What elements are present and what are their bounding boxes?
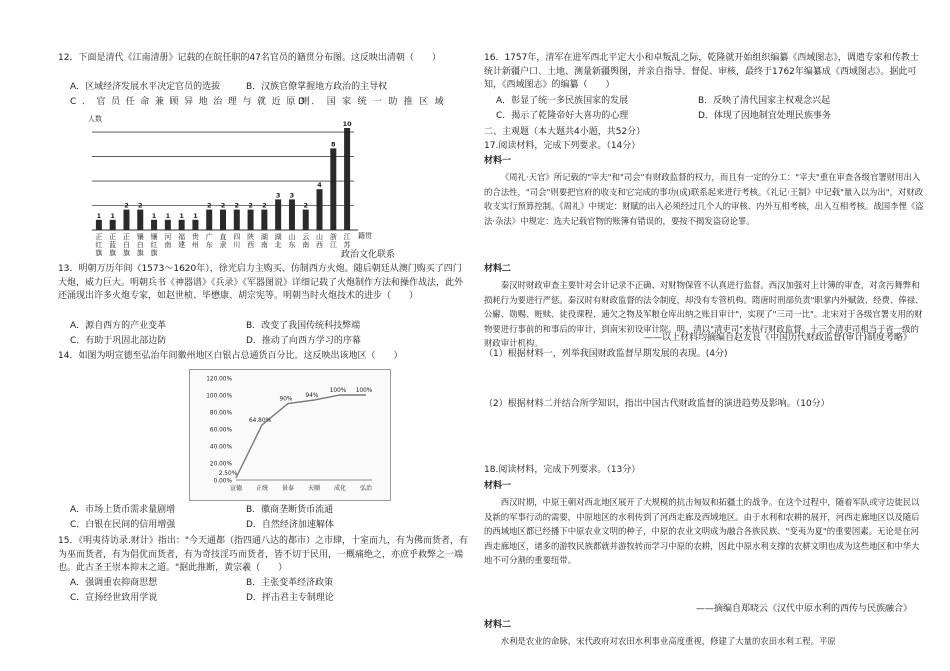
q14-option-c: C．白银在民间的信用增强 bbox=[70, 520, 176, 530]
q12-chart-bar bbox=[179, 220, 185, 230]
q12-chart-category-label: 直隶 bbox=[219, 233, 227, 249]
q12-chart-category-label: 河南 bbox=[164, 233, 172, 249]
q13-option-b: B．改变了我国传统科技弊端 bbox=[246, 321, 361, 331]
q14-chart-frame bbox=[189, 369, 391, 501]
q18-source: ——摘编自郑晓云《汉代中原水利的西传与民族融合》 bbox=[696, 604, 913, 614]
q14-chart-series-line bbox=[236, 395, 366, 478]
q13-stem: 13．明朝万历年间（1573～1620年），徐光启力主购买、仿制西方火炮。随后朝廷从澳门购买了四门大炮，威力巨大。明朝兵书《神器谱》《兵录》《军器图说》详细记载了火炮制作方法和操作战法，此外还涌现出许多火炮专家，如赵世桢、毕懋康、胡宗宪等。明朝当时火炮技术的进步（ ） bbox=[58, 264, 464, 301]
q12-chart-value-label: 2 bbox=[220, 201, 226, 210]
q15-option-a: A．强调重农抑商思想 bbox=[70, 578, 158, 588]
section2-heading: 二、主观题（本大题共4小题，共52分） bbox=[484, 127, 646, 137]
q18-stem: 18.阅读材料，完成下列要求。（13分） bbox=[484, 465, 641, 475]
q12-option-c: C．官员任命兼顾异地治理与就近原则 bbox=[70, 97, 316, 107]
q18-material1-text: 西汉时期，中原王朝对西北地区展开了大规模的抗击匈奴和拓疆土的战争。在这个过程中，随着军队或守边徙民以及新的军事行动的需要，中原地区的水利传到了河西走廊及西域地区。由于水利和农耕的展开，河西走廊地区以及随后的西域地区都已经播下中原农业文明的种子，中原的农业文明成为融合各族民族、"变夷为夏"的重要因素。无论是在河西走廊地区，诸多的游牧民族都就并游牧转而学习中原的农耕，因此中原水利支撑的农耕文明也成为这些地区和中华大地不可分割的重要纽带。 bbox=[484, 497, 920, 566]
q14-chart-category-label: 宣德 bbox=[229, 485, 243, 492]
q15-option-d: D．抨击君主专制理论 bbox=[246, 593, 334, 603]
q12-chart-bar bbox=[234, 210, 240, 230]
q17-material1-title: 材料一 bbox=[484, 156, 512, 166]
q12-chart-caption: 政治文化联系 bbox=[341, 250, 396, 260]
q12-chart-category-label: 云南 bbox=[302, 233, 310, 249]
q12-chart-value-label: 10 bbox=[342, 120, 352, 128]
q12-chart-category-label: 正红旗 bbox=[95, 233, 103, 257]
q17-stem: 17.阅读材料，完成下列要求。（14分） bbox=[484, 141, 641, 151]
q12-chart-xlabel: 籍贯 bbox=[358, 232, 372, 240]
q12-chart-bars bbox=[96, 120, 352, 230]
q14-chart-ytick-label: 120.00% bbox=[206, 376, 232, 383]
q17-material2-title: 材料二 bbox=[484, 264, 512, 274]
q12-chart-value-label: 2 bbox=[303, 201, 309, 210]
q14-chart-line bbox=[219, 388, 373, 478]
q14-chart-ytick-label: 80.00% bbox=[209, 410, 232, 417]
q14-chart-point-label: 100% bbox=[329, 388, 347, 394]
q14-chart-point-label: 64.80% bbox=[248, 417, 272, 424]
q12-chart-category-label: 浙江 bbox=[329, 233, 337, 249]
q14-option-a: A．市场上货币需求量剧增 bbox=[70, 505, 176, 515]
q12-chart-bar bbox=[110, 220, 116, 230]
q12-chart-category-label: 湖南 bbox=[260, 233, 268, 249]
q12-chart-bar bbox=[220, 210, 226, 230]
q14-chart-category-label: 弘治 bbox=[359, 485, 373, 492]
q16-option-b: B．反映了清代国家主权观念兴起 bbox=[698, 96, 831, 106]
q12-chart-bar bbox=[96, 220, 102, 230]
q12-chart-value-label: 8 bbox=[331, 140, 336, 149]
q12-chart-bar bbox=[206, 210, 212, 230]
q14-chart-ytick-label: 20.00% bbox=[209, 461, 232, 468]
q14-chart-ytick-label: 60.00% bbox=[209, 427, 232, 434]
q12-chart-value-label: 2 bbox=[262, 201, 267, 210]
q12-chart-category-label: 山东 bbox=[288, 233, 296, 249]
q12-chart-value-label: 2 bbox=[234, 201, 240, 210]
q16-option-d: D．体现了因地制宜处理民族事务 bbox=[698, 111, 831, 121]
q12-chart-category-label: 广东 bbox=[205, 233, 213, 249]
q14-option-d: D．自然经济加速解体 bbox=[246, 520, 334, 530]
q14-chart-ytick-label: 0.00% bbox=[213, 478, 232, 485]
q12-chart-category-label: 湖北 bbox=[274, 233, 282, 249]
q12-bar-chart bbox=[86, 112, 386, 260]
q12-chart-bar bbox=[344, 128, 350, 230]
q12-chart-value-label: 4 bbox=[317, 181, 322, 190]
q12-stem: 12．下面是清代《江南清册》记载的在皖任职的47名官员的籍贯分布图。这反映出清朝（ ） bbox=[58, 53, 441, 63]
q13-option-c: C．有助于巩固北部边防 bbox=[70, 336, 167, 346]
q12-chart-bar bbox=[317, 189, 323, 230]
q12-chart-bar bbox=[289, 199, 295, 230]
q14-chart-point-label: 94% bbox=[305, 393, 319, 400]
q12-chart-value-label: 3 bbox=[289, 191, 295, 200]
q14-chart-yticks bbox=[206, 377, 372, 485]
q14-chart-category-label: 成化 bbox=[333, 485, 347, 492]
q12-chart-bar bbox=[275, 199, 281, 230]
q12-chart-value-label: 1 bbox=[151, 211, 157, 220]
q14-option-b: B．徽商垄断货币流通 bbox=[246, 505, 334, 515]
q12-chart-bar bbox=[137, 210, 143, 230]
q12-chart-bar bbox=[192, 220, 198, 230]
q12-chart-bar bbox=[330, 148, 336, 230]
q14-chart-point-label: 2.50% bbox=[218, 470, 238, 477]
q14-chart-category-label: 正统 bbox=[255, 485, 269, 492]
q12-chart-category-label: 江苏 bbox=[343, 233, 351, 249]
q13-option-d: D．推动了向西方学习的序幕 bbox=[246, 336, 361, 346]
q12-option-d: D．国家统一助推区域 bbox=[298, 97, 450, 107]
q12-chart-value-label: 2 bbox=[124, 201, 129, 210]
q12-chart-value-label: 3 bbox=[275, 191, 281, 200]
q12-chart-xlabels bbox=[95, 232, 351, 257]
q12-chart-value-label: 1 bbox=[193, 211, 198, 220]
q12-option-a: A．区域经济发展水平决定官员的选拔 bbox=[70, 82, 221, 92]
q12-chart-category-label: 正白旗 bbox=[122, 233, 130, 257]
q12-chart-value-label: 2 bbox=[206, 201, 212, 210]
q18-material1-title: 材料一 bbox=[484, 481, 512, 491]
q16-option-a: A．彰显了统一多民族国家的发展 bbox=[496, 96, 629, 106]
q15-stem: 15．《明夷待访录.财计》指出："今天通都（指四通八达的都市）之市肆，十室而九，有为佛而货者，有为巫而货者，有为倡优而货者，有为奇技淫巧而货者，皆不切于民用，一概痛绝之，亦庶乎救弊之一端也。此古圣王崇本抑末之道。"据此推断，黄宗羲（ ） bbox=[58, 536, 468, 573]
q12-chart-ylabel: 人数 bbox=[88, 115, 102, 123]
q12-chart-value-label: 2 bbox=[248, 201, 253, 210]
q12-chart-bar bbox=[165, 220, 171, 230]
q12-chart-category-label: 贵州 bbox=[191, 233, 199, 249]
q12-option-b: B．汉族官僚掌握地方政治的主导权 bbox=[246, 82, 388, 92]
q17-source: ——以上材料均摘编自赵友良《中国历代财政监督(审计)制度考略》 bbox=[644, 333, 913, 343]
q12-chart-bar bbox=[123, 210, 129, 230]
q14-chart-xlabels bbox=[230, 484, 373, 492]
q16-option-c: C．揭示了乾隆帝好大喜功的心理 bbox=[496, 111, 629, 121]
q17-task2: （2）根据材料二并结合所学知识，指出中国古代财政监督的演进趋势及影响。（10分） bbox=[484, 399, 830, 409]
q14-chart-ytick-label: 100.00% bbox=[206, 393, 232, 400]
q18-material2-text: 水利是农业的命脉，宋代政府对农田水利事业高度重视，修建了大量的农田水利工程。平原 bbox=[500, 636, 836, 646]
q17-material1-text: 《周礼·天官》所记载的"宰夫"和"司会"有财政监督的权力，而且有一定的分工："宰夫"重在审查各级官署财用出入的合法性，"司会"则要把官府的收支和它完成的事功(成)联系起来进行考核。《礼记·王制》中记载"量入以为出"，对财政收支实行预算控制。《周礼》中规定：财賦的出入必须经过几个人的审核、内外互相考核，出入互相考核。战国李悝《盗法·杂法》中规定：选夫记载官物的账簿有错误的，要按不揭发盗窃论罪。 bbox=[484, 172, 924, 226]
q12-chart-value-label: 2 bbox=[137, 201, 143, 210]
q17-task1: （1）根据材料一，列举我国财政监督早期发展的表现。(4分) bbox=[484, 349, 728, 359]
q12-chart-category-label: 山西 bbox=[316, 233, 324, 249]
q12-chart-category-label: 四川 bbox=[233, 233, 241, 249]
q12-chart-bar bbox=[248, 210, 254, 230]
q12-chart-category-label: 镶白旗 bbox=[136, 233, 144, 257]
q14-chart-category-label: 景泰 bbox=[281, 485, 295, 492]
q14-chart-ytick-label: 40.00% bbox=[209, 444, 232, 451]
q14-stem: 14．如图为明宣德至弘治年间徽州地区白银占总通货百分比。这反映出该地区（ ） bbox=[58, 351, 403, 361]
q17-material2-text: 秦汉时财政审查主要针对会计记录不正确、对财物保管不认真进行监督。西汉加强对上计簿的审查，对贪污舞弊和损耗行为要进行严惩。秦汉时有财政监督的法令制度，却没有专管机构。隋唐时刑部负责"职掌内外赋敛、经费、俸禄、公廨、勋赐、赃赎、徒役课程、逋欠之物及军粮仓库出纳之账目审计"，实现了"三司一比"。北宋对于各级官署支用的财物要进行事前的和事后的审计，到南宋初设审计院。明、清以"清吏司"来执行财政监督。十三个清吏司相当于省一级的财政审计机构。 bbox=[484, 280, 924, 349]
q14-chart-point-label: 100% bbox=[355, 388, 373, 394]
q15-option-c: C．宣扬经世致用学说 bbox=[70, 593, 158, 603]
q12-chart-value-label: 1 bbox=[165, 211, 171, 220]
q12-chart-bar bbox=[151, 220, 157, 230]
q13-option-a: A．源自西方的产业变革 bbox=[70, 321, 167, 331]
q12-chart-category-label: 陕西 bbox=[247, 233, 255, 249]
q14-chart-category-label: 天顺 bbox=[307, 485, 321, 492]
q12-chart-bar bbox=[261, 210, 267, 230]
q12-chart-category-label: 镶红旗 bbox=[150, 233, 158, 257]
q12-chart-category-label: 正蓝旗 bbox=[109, 233, 117, 257]
q14-line-chart bbox=[190, 370, 390, 500]
q18-material2-title: 材料二 bbox=[484, 620, 512, 630]
q15-option-b: B．主张变革经济政策 bbox=[246, 578, 334, 588]
q12-chart-bar bbox=[303, 210, 309, 230]
q12-chart-value-label: 1 bbox=[96, 211, 102, 220]
q12-chart-value-label: 1 bbox=[179, 211, 184, 220]
q14-chart-point-label: 90% bbox=[279, 396, 293, 403]
q12-chart-value-label: 1 bbox=[110, 211, 115, 220]
q12-chart-category-label: 福建 bbox=[178, 233, 186, 249]
q16-stem: 16．1757年，清军在进军西北平定大小和卓叛乱之际，乾隆就开始组织编纂《西域图志》，调遣专家和传教士统计新疆户口、土地、测量新疆舆图，并亲自指导、督促、审核，最终于1762年编纂成《西域图志》。据此可知，《西域图志》的编纂（ ） bbox=[484, 53, 919, 90]
